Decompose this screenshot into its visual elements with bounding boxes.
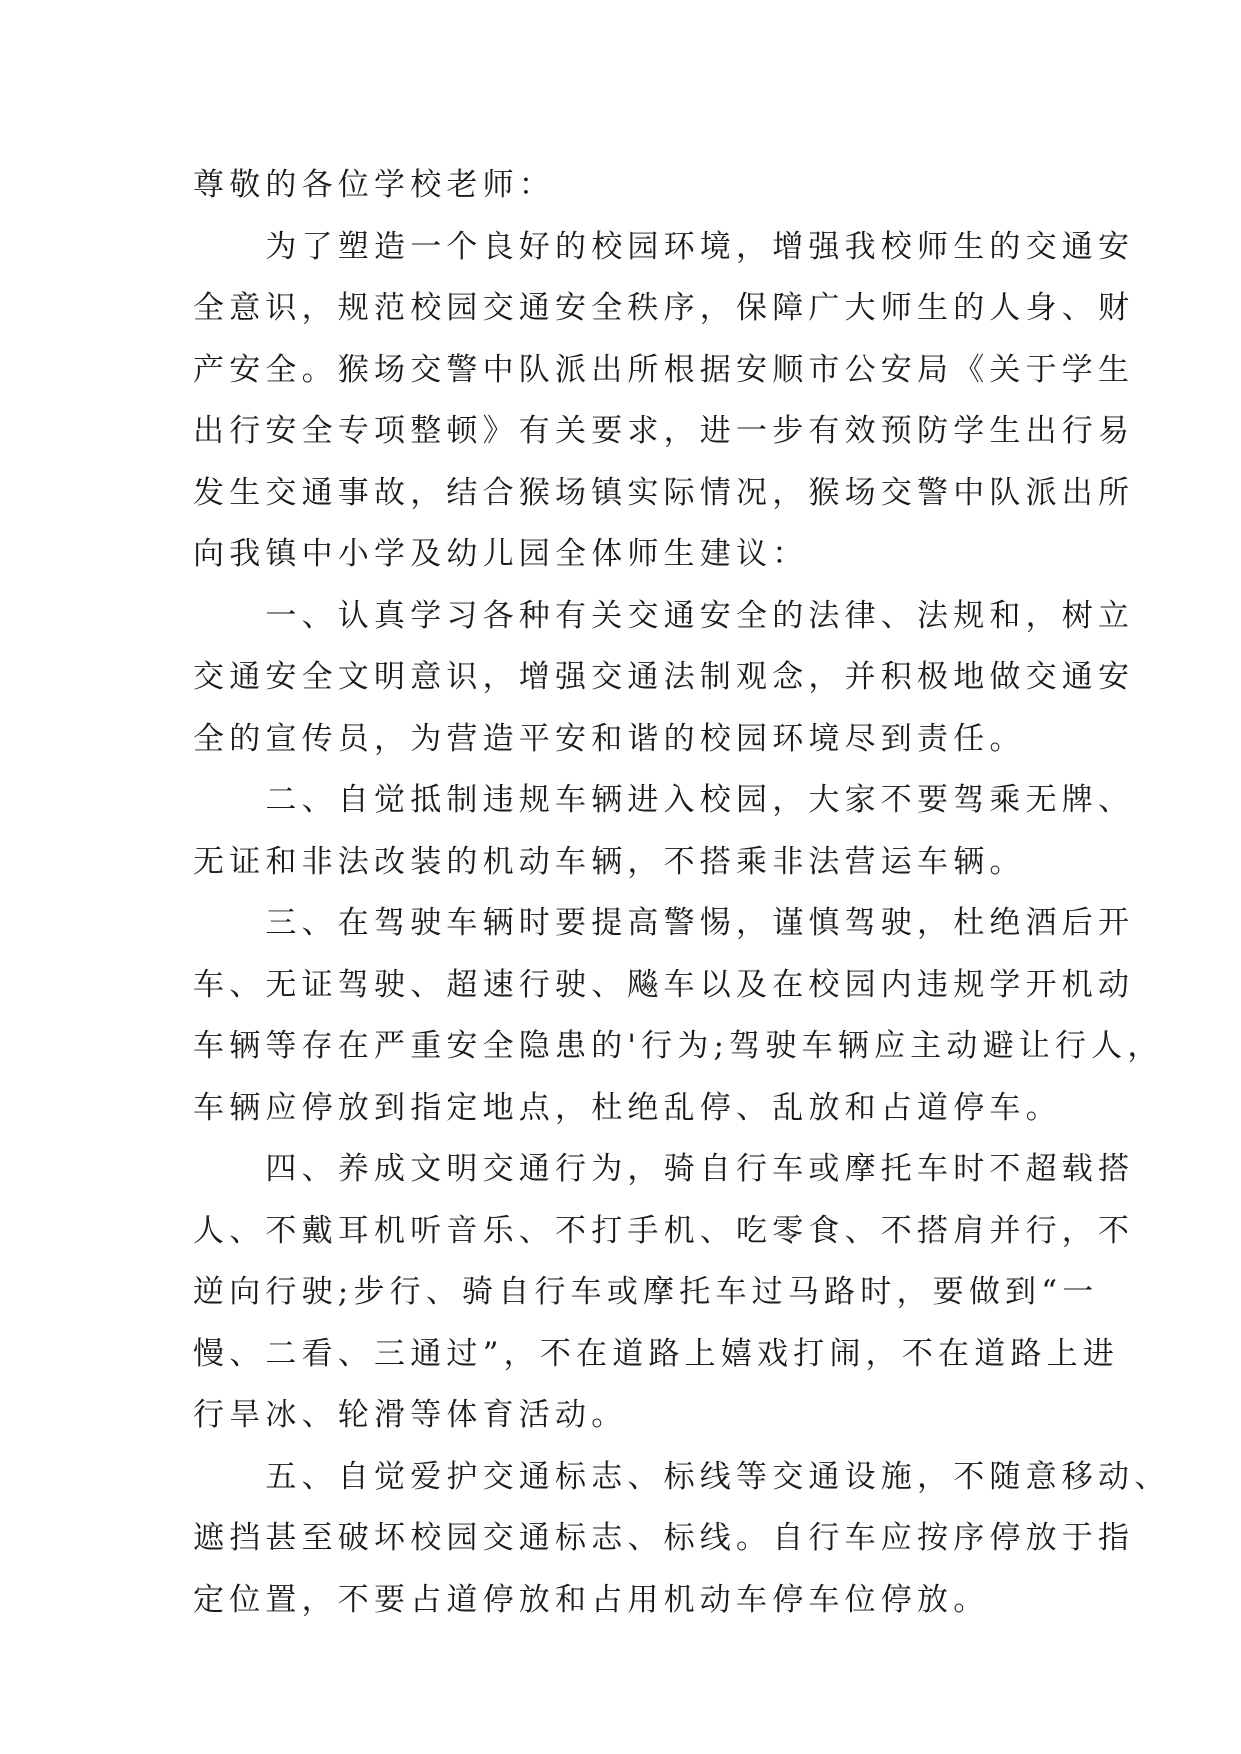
text-line: 全意识，规范校园交通安全秩序，保障广大师生的人身、财	[193, 290, 1135, 326]
paragraph-item-5	[193, 1447, 1171, 1632]
text-line: 为了塑造一个良好的校园环境，增强我校师生的交通安	[193, 228, 1135, 265]
document-body	[193, 155, 1171, 1631]
text-line: 车辆应停放到指定地点，杜绝乱停、乱放和占道停车。	[193, 1089, 1062, 1126]
text-line: 五、自觉爱护交通标志、标线等交通设施，不随意移动、	[193, 1458, 1171, 1495]
text-line: 行旱冰、轮滑等体育活动。	[193, 1397, 628, 1433]
paragraph-item-1	[193, 586, 1135, 771]
text-line: 向我镇中小学及幼儿园全体师生建议：	[193, 536, 809, 572]
text-line: 交通安全文明意识，增强交通法制观念，并积极地做交通安	[193, 659, 1135, 695]
text-line: 三、在驾驶车辆时要提高警惕，谨慎驾驶，杜绝酒后开	[193, 905, 1135, 941]
salutation: 尊敬的各位学校老师：	[193, 167, 555, 203]
text-line: 无证和非法改装的机动车辆，不搭乘非法营运车辆。	[193, 843, 1026, 880]
text-line: 人、不戴耳机听音乐、不打手机、吃零食、不搭肩并行，不	[193, 1212, 1135, 1249]
text-line: 慢、二看、三通过”，不在道路上嬉戏打闹，不在道路上进	[193, 1335, 1120, 1372]
paragraph-intro	[193, 217, 1135, 586]
text-line: 全的宣传员，为营造平安和谐的校园环境尽到责任。	[193, 720, 1026, 757]
text-line: 四、养成文明交通行为，骑自行车或摩托车时不超载搭	[193, 1151, 1135, 1187]
text-line: 车辆等存在严重安全隐患的'行为;驾驶车辆应主动避让行人，	[193, 1028, 1164, 1064]
text-line: 逆向行驶;步行、骑自行车或摩托车过马路时，要做到“一	[193, 1274, 1099, 1310]
text-line: 遮挡甚至破坏校园交通标志、标线。自行车应按序停放于指	[193, 1520, 1135, 1556]
paragraph-item-2	[193, 770, 1135, 893]
text-line: 二、自觉抵制违规车辆进入校园，大家不要驾乘无牌、	[193, 782, 1135, 818]
text-line: 一、认真学习各种有关交通安全的法律、法规和，树立	[193, 597, 1135, 634]
paragraph-item-3	[193, 893, 1164, 1139]
text-line: 发生交通事故，结合猴场镇实际情况，猴场交警中队派出所	[193, 474, 1135, 511]
text-line: 车、无证驾驶、超速行驶、飚车以及在校园内违规学开机动	[193, 966, 1135, 1003]
text-line: 产安全。猴场交警中队派出所根据安顺市公安局《关于学生	[193, 351, 1135, 388]
text-line: 定位置，不要占道停放和占用机动车停车位停放。	[193, 1581, 990, 1618]
paragraph-item-4	[193, 1139, 1135, 1447]
text-line: 出行安全专项整顿》有关要求，进一步有效预防学生出行易	[193, 413, 1135, 449]
